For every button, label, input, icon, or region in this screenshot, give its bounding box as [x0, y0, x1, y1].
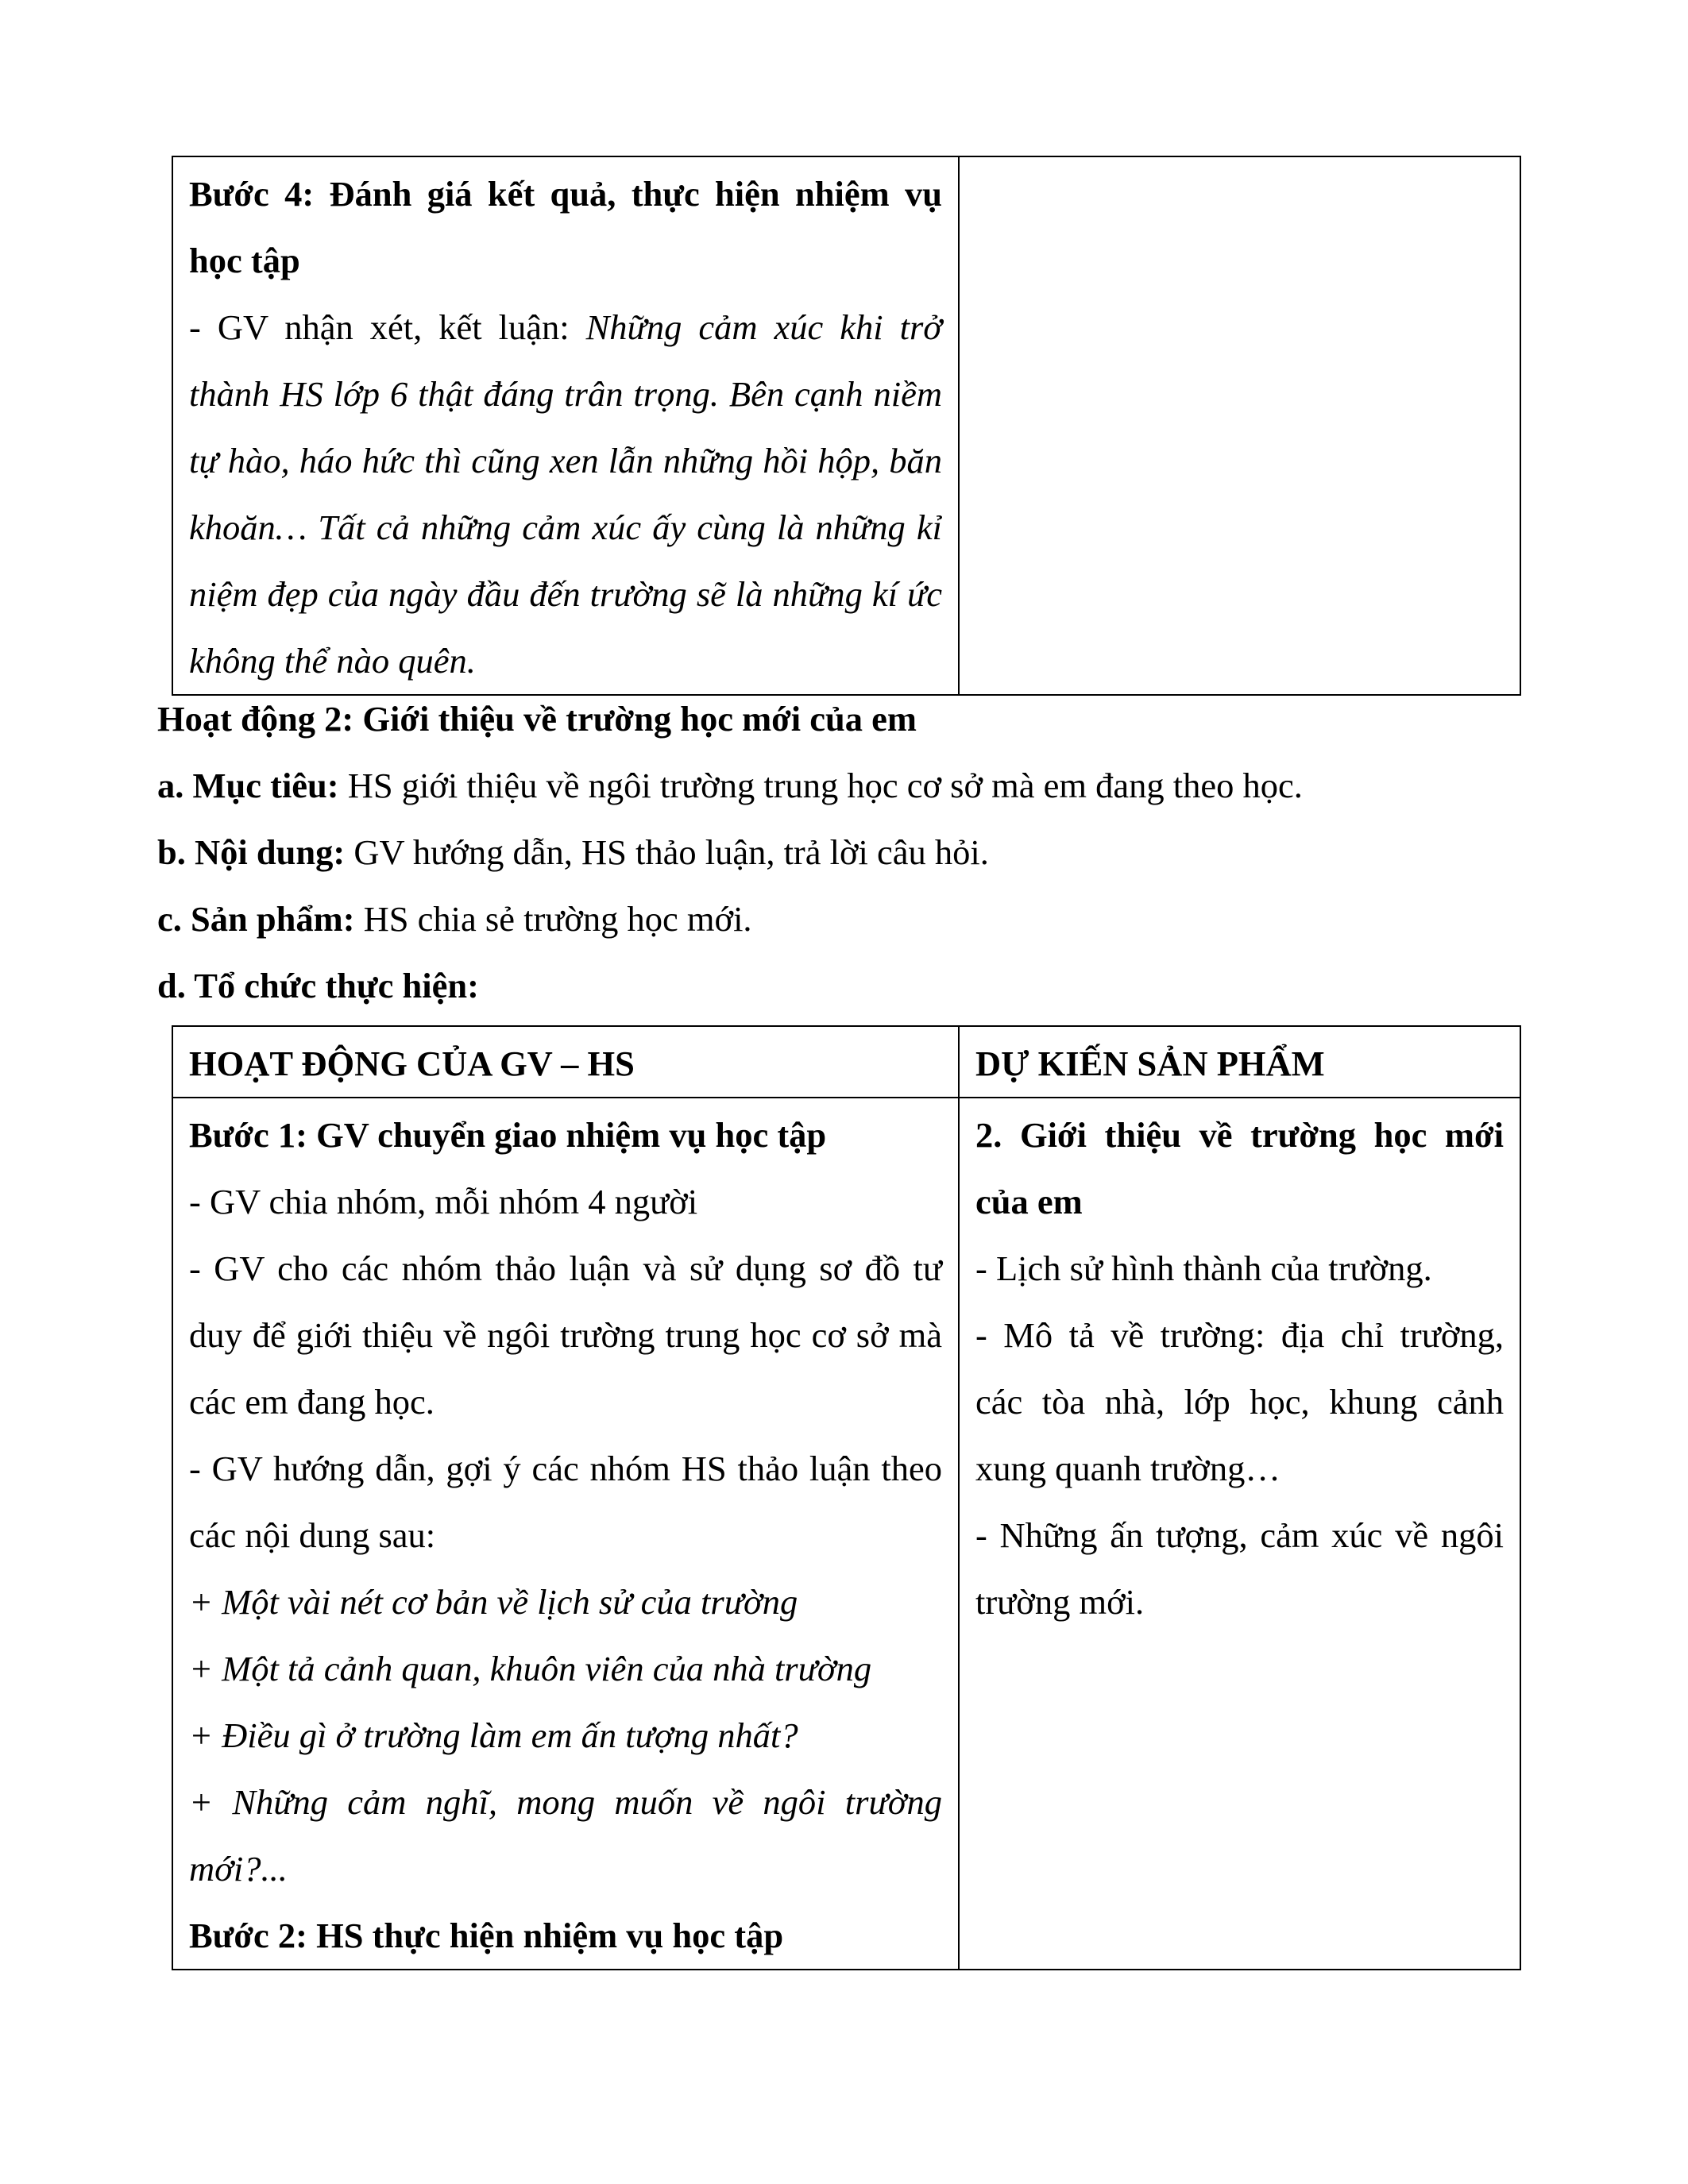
question-item: + Một vài nét cơ bản về lịch sử của trường: [189, 1582, 798, 1622]
product-text: HS chia sẻ trường học mới.: [354, 899, 752, 939]
content-label: b. Nội dung:: [157, 832, 346, 872]
table-header-row: [172, 1026, 1520, 1098]
step4-heading: Bước 4: Đánh giá kết quả, thực hiện nhiệm vụ học tập: [189, 174, 942, 280]
content-line: [157, 819, 1524, 886]
conclusion-paragraph: [189, 294, 942, 694]
product-item: - Lịch sử hình thành của trường.: [975, 1248, 1432, 1288]
content-text: GV hướng dẫn, HS thảo luận, trả lời câu hỏi.: [345, 832, 989, 872]
conclusion-text: Những cảm xúc khi trở thành HS lớp 6 thật đáng trân trọng. Bên cạnh niềm tự hào, háo hức thì cũng xen lẫn những hồi hộp, băn khoăn… Tất cả những cảm xúc ấy cùng là những kỉ niệm đẹp của ngày đầu đến trường sẽ là những kí ức không thể nào quên.: [189, 307, 943, 681]
activity-title: Hoạt động 2: Giới thiệu về trường học mới của em: [157, 699, 917, 739]
instruction-line: - GV chia nhóm, mỗi nhóm 4 người: [189, 1182, 698, 1221]
instruction-line: - GV hướng dẫn, gợi ý các nhóm HS thảo luận theo các nội dung sau:: [189, 1449, 942, 1555]
question-item: + Những cảm nghĩ, mong muốn về ngôi trường mới?...: [189, 1782, 942, 1889]
product-line: [157, 886, 1524, 952]
activity-steps-cell: [172, 1098, 959, 1970]
question-item: + Điều gì ở trường làm em ấn tượng nhất?: [189, 1715, 798, 1755]
product-item: - Những ấn tượng, cảm xúc về ngôi trường mới.: [975, 1515, 1504, 1622]
activity-table: [172, 1025, 1521, 1970]
evaluation-table: [172, 156, 1521, 696]
step2-heading: Bước 2: HS thực hiện nhiệm vụ học tập: [189, 1916, 784, 1955]
activity-cell: [172, 156, 959, 695]
expected-product-cell: [959, 1098, 1520, 1970]
product-heading: 2. Giới thiệu về trường học mới của em: [975, 1115, 1504, 1221]
table-row: [172, 156, 1520, 695]
conclusion-prefix: - GV nhận xét, kết luận:: [189, 307, 586, 347]
header-product: DỰ KIẾN SẢN PHẨM: [959, 1026, 1520, 1098]
organization-label: d. Tổ chức thực hiện:: [157, 966, 479, 1005]
question-item: + Một tả cảnh quan, khuôn viên của nhà trường: [189, 1649, 872, 1688]
product-item: - Mô tả về trường: địa chỉ trường, các tòa nhà, lớp học, khung cảnh xung quanh trường…: [975, 1315, 1504, 1488]
table-row: [172, 1098, 1520, 1970]
step1-heading: Bước 1: GV chuyển giao nhiệm vụ học tập: [189, 1115, 827, 1155]
objective-label: a. Mục tiêu:: [157, 766, 339, 805]
product-label: c. Sản phẩm:: [157, 899, 355, 939]
objective-text: HS giới thiệu về ngôi trường trung học cơ sở mà em đang theo học.: [338, 766, 1303, 805]
objective-line: [157, 752, 1524, 819]
product-cell-empty: [959, 156, 1520, 695]
header-activity: HOẠT ĐỘNG CỦA GV – HS: [172, 1026, 959, 1098]
activity-section: [157, 685, 1524, 1019]
instruction-line: - GV cho các nhóm thảo luận và sử dụng sơ đồ tư duy để giới thiệu về ngôi trường trung học cơ sở mà các em đang học.: [189, 1248, 942, 1422]
